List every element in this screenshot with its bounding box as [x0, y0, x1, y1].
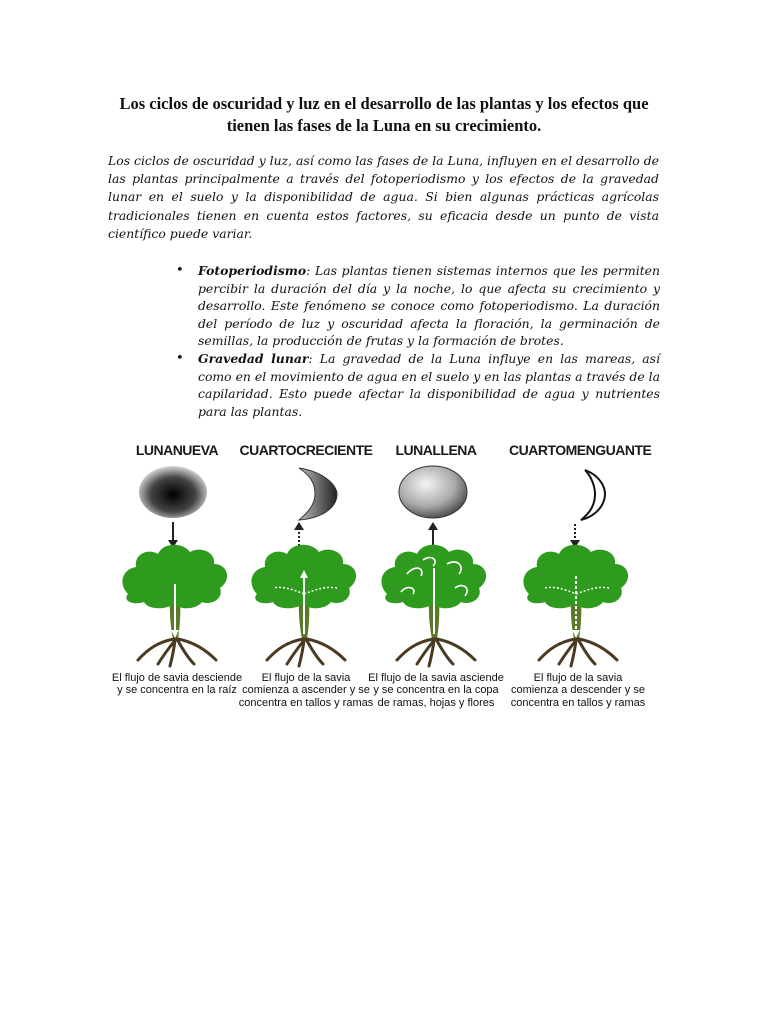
moon-phases-figure — [108, 434, 660, 724]
luna-llena-illustration — [367, 464, 505, 669]
arrow-down-dotted-icon — [570, 524, 580, 548]
bullet-item-gravedad-lunar — [176, 350, 660, 420]
phase-panel-cuarto-creciente — [237, 434, 375, 724]
bullet-text: : La gravedad de la Luna influye en las mareas, así como en el movimiento de agua en el suelo y en las plantas a través de la capilaridad. Esto puede afectar la disponibilidad de agua y nutrientes para las plantas. — [198, 350, 660, 419]
cuarto-menguante-illustration — [509, 464, 647, 669]
tree-icon — [251, 545, 356, 666]
tree-icon — [122, 545, 227, 666]
tree-icon — [381, 545, 486, 666]
arrow-down-icon — [168, 522, 178, 548]
tree-icon — [523, 545, 628, 666]
bullet-item-fotoperiodismo — [176, 262, 660, 350]
full-moon-icon — [399, 466, 467, 518]
bullet-term: Fotoperiodismo — [198, 263, 307, 278]
phase-caption: El flujo de savia desciende y se concentra en la raíz — [111, 672, 243, 697]
phase-title: LUNANUEVA — [135, 442, 219, 458]
phase-title: CUARTOMENGUANTE — [509, 442, 652, 458]
bullet-glyph: • — [176, 263, 184, 278]
phase-panel-cuarto-menguante — [509, 434, 652, 724]
intro-paragraph: Los ciclos de oscuridad y luz, así como las fases de la Luna, influyen en el desarrollo de las plantas principalmente a través del fotoperiodismo y los efectos de la gravedad lunar en el suelo y la disponibilidad de agua. Si bien algunas prácticas agrícolas tradicionales tienen en cuenta estos factores, su eficacia desde un punto de vista científico puede variar. — [108, 153, 659, 241]
phase-caption: El flujo de la savia comienza a descender y se concentra en tallos y ramas — [510, 672, 646, 709]
arrow-up-dotted-icon — [294, 522, 304, 546]
phase-panel-luna-llena — [367, 434, 505, 724]
bullet-glyph: • — [176, 350, 184, 366]
bullet-text: : Las plantas tienen sistemas internos que les permiten percibir la duración del día y la noche, lo que afecta su crecimiento y desarrollo. Este fenómeno se conoce como fotoperiodismo. La duración del período de luz y oscuridad afecta la floración, la germinación de semillas, la producción de frutas y la formación de brotes. — [198, 263, 660, 349]
waxing-crescent-moon-icon — [299, 468, 337, 520]
phase-title: CUARTOCRECIENTE — [239, 442, 373, 458]
bullet-list — [176, 262, 660, 420]
new-moon-icon — [139, 466, 207, 518]
arrow-up-icon — [428, 522, 438, 546]
waning-crescent-moon-icon — [581, 470, 605, 520]
phase-panel-luna-nueva — [108, 434, 246, 724]
phase-caption: El flujo de la savia comienza a ascender y se concentra en tallos y ramas — [238, 672, 374, 709]
document-title: Los ciclos de oscuridad y luz en el desarrollo de las plantas y los efectos que tienen las fases de la Luna en su crecimiento. — [119, 94, 649, 135]
bullet-term: Gravedad lunar — [198, 350, 309, 366]
luna-nueva-illustration — [108, 464, 246, 669]
phase-caption: El flujo de la savia asciende y se concentra en la copa de ramas, hojas y flores — [368, 672, 504, 709]
phase-title: LUNALLENA — [395, 442, 477, 458]
cuarto-creciente-illustration — [237, 464, 375, 669]
